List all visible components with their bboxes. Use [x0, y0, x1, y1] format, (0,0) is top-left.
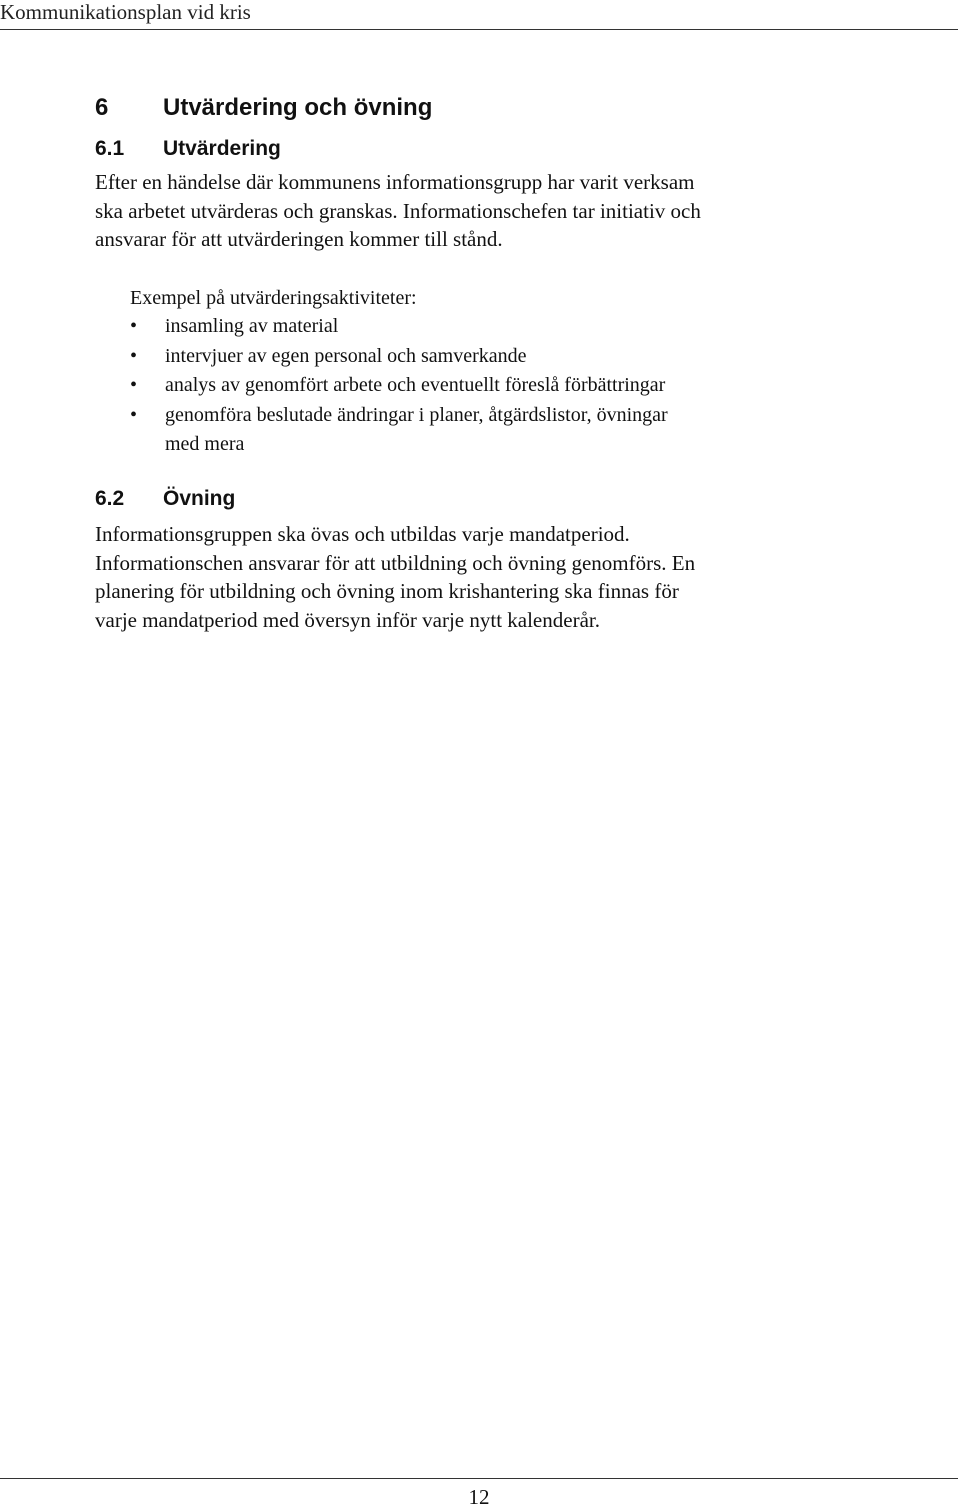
subsection-title: Utvärdering — [163, 137, 281, 160]
paragraph-line: Informationsgruppen ska övas och utbildas varje mandatperiod. — [95, 522, 630, 546]
paragraph-line: Efter en händelse där kommunens informationsgrupp har varit verksam — [95, 170, 695, 194]
running-header: Kommunikationsplan vid kris — [0, 0, 251, 24]
subsection-title: Övning — [163, 487, 236, 510]
subsection-number: 6.1 — [95, 137, 125, 160]
subsection-number: 6.2 — [95, 487, 125, 510]
header-divider — [0, 29, 958, 30]
page-number: 12 — [468, 1485, 490, 1509]
list-item-text: insamling av material — [165, 315, 339, 337]
examples-list — [130, 312, 668, 460]
paragraph-line: ansvarar för att utvärderingen kommer till stånd. — [95, 227, 503, 252]
paragraph-line: planering för utbildning och övning inom krishantering ska finnas för — [95, 579, 679, 604]
subsection-heading-evaluation — [95, 136, 281, 162]
list-item-text: analys av genomfört arbete och eventuellt föreslå förbättringar — [165, 374, 666, 396]
bullet-icon: • — [130, 403, 138, 426]
list-item-text: intervjuer av egen personal och samverkande — [165, 344, 527, 367]
list-item — [130, 401, 668, 460]
section-heading — [95, 93, 432, 123]
exercise-paragraph — [95, 520, 855, 634]
evaluation-paragraph — [95, 168, 855, 254]
list-item-text: med mera — [165, 433, 245, 455]
paragraph-line: ska arbetet utvärderas och granskas. Informationschefen tar initiativ och — [95, 198, 701, 223]
list-item — [130, 342, 668, 372]
paragraph-line: varje mandatperiod med översyn inför varje nytt kalenderår. — [95, 607, 600, 632]
paragraph-line: Informationschen ansvarar för att utbildning och övning genomförs. En — [95, 550, 696, 575]
footer-divider — [0, 1478, 958, 1479]
list-item — [130, 371, 668, 401]
bullet-icon: • — [130, 344, 138, 367]
section-title: Utvärdering och övning — [163, 94, 433, 121]
subsection-heading-exercise — [95, 486, 235, 512]
list-item-text: genomföra beslutade ändringar i planer, åtgärdslistor, övningar — [165, 403, 668, 426]
section-number: 6 — [95, 94, 109, 121]
examples-intro: Exempel på utvärderingsaktiviteter: — [130, 287, 417, 309]
bullet-icon: • — [130, 374, 138, 396]
bullet-icon: • — [130, 315, 138, 337]
list-item — [130, 312, 668, 342]
